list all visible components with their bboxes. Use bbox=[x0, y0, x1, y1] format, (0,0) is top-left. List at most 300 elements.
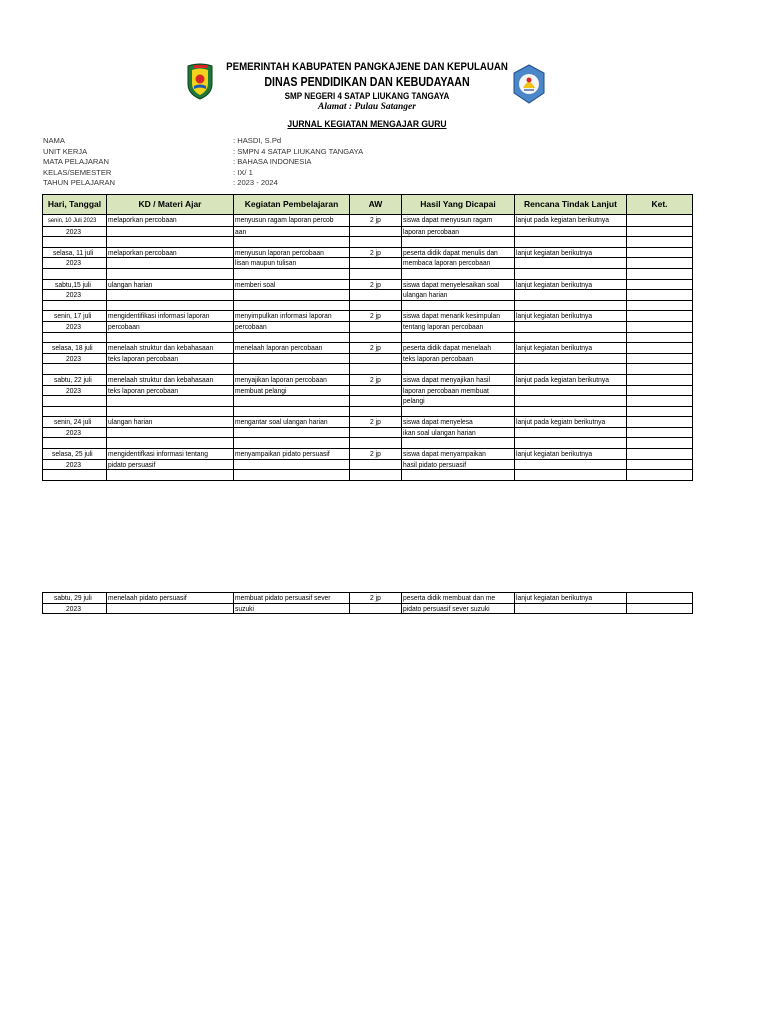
table-cell bbox=[107, 332, 234, 343]
cell-text: teks laporan percobaan bbox=[108, 385, 179, 395]
table-cell bbox=[627, 226, 693, 237]
cell-text: pidato persuasif sever suzuki bbox=[403, 603, 490, 613]
cell-text: mengidentifkasi informasi tentang bbox=[108, 449, 209, 459]
table-cell bbox=[515, 449, 627, 460]
cell-text: menyajikan laporan percobaan bbox=[235, 374, 327, 384]
cell-text: siswa dapat menyajikan hasil bbox=[403, 374, 490, 384]
cell-text: ulangan harian bbox=[403, 290, 448, 300]
info-value: : IX/ 1 bbox=[233, 167, 253, 177]
cell-text: 2 jp bbox=[369, 343, 381, 353]
table-cell bbox=[43, 343, 107, 354]
cell-text: membaca laporan percobaan bbox=[403, 258, 491, 268]
table-cell bbox=[107, 226, 234, 237]
table-cell bbox=[402, 290, 515, 301]
table-cell bbox=[43, 593, 107, 604]
table-cell bbox=[350, 459, 402, 470]
info-row bbox=[43, 136, 543, 147]
table-cell bbox=[107, 438, 234, 449]
table-cell bbox=[234, 417, 350, 428]
table-cell bbox=[43, 311, 107, 322]
cell-text: lanjut pada kegiatn berikutnya bbox=[516, 417, 606, 427]
table-cell bbox=[402, 237, 515, 248]
table-cell bbox=[627, 396, 693, 407]
journal-table-continued bbox=[42, 592, 693, 614]
table-cell bbox=[402, 593, 515, 604]
cell-text: ikan soal ulangan harian bbox=[403, 427, 476, 437]
journal-table bbox=[42, 194, 693, 481]
document-title: JURNAL KEGIATAN MENGAJAR GURU bbox=[287, 119, 447, 130]
table-row bbox=[43, 247, 693, 258]
table-cell bbox=[107, 417, 234, 428]
table-cell bbox=[627, 343, 693, 354]
table-cell bbox=[402, 385, 515, 396]
column-header: Kegiatan Pembelajaran bbox=[234, 195, 350, 215]
cell-text: sabtu,15 juli bbox=[55, 279, 91, 289]
cell-text: lanjut kegiatan berikutnya bbox=[516, 311, 593, 321]
cell-text: tentang laporan percobaan bbox=[403, 321, 484, 331]
table-cell bbox=[107, 237, 234, 248]
table-cell bbox=[350, 300, 402, 311]
table-cell bbox=[350, 470, 402, 481]
table-cell bbox=[234, 459, 350, 470]
table-cell bbox=[107, 321, 234, 332]
table-cell bbox=[43, 353, 107, 364]
table-cell bbox=[402, 438, 515, 449]
table-cell bbox=[234, 470, 350, 481]
table-cell bbox=[627, 374, 693, 385]
table-cell bbox=[402, 226, 515, 237]
table-cell bbox=[515, 332, 627, 343]
cell-text: menelaah struktur dan kebahasaan bbox=[108, 343, 214, 353]
table-row bbox=[43, 268, 693, 279]
header-school: SMP NEGERI 4 SATAP LIUKANG TANGAYA bbox=[284, 91, 450, 102]
teacher-info bbox=[43, 136, 543, 189]
table-row bbox=[43, 279, 693, 290]
table-cell bbox=[234, 374, 350, 385]
table-cell bbox=[107, 247, 234, 258]
table-cell bbox=[515, 374, 627, 385]
cell-text: sabtu, 29 juli bbox=[54, 593, 92, 602]
table-cell bbox=[234, 226, 350, 237]
table-cell bbox=[107, 268, 234, 279]
table-cell bbox=[43, 332, 107, 343]
table-cell bbox=[627, 258, 693, 269]
column-header: Hari, Tanggal bbox=[43, 195, 107, 215]
cell-text: 2 jp bbox=[369, 247, 381, 257]
table-cell bbox=[627, 459, 693, 470]
table-row bbox=[43, 290, 693, 301]
table-row bbox=[43, 417, 693, 428]
table-cell bbox=[627, 364, 693, 375]
table-cell bbox=[515, 215, 627, 227]
cell-text: 2023 bbox=[66, 427, 82, 437]
cell-text: 2 jp bbox=[369, 449, 381, 459]
table-cell bbox=[515, 593, 627, 604]
info-row bbox=[43, 168, 543, 179]
table-cell bbox=[402, 449, 515, 460]
info-row bbox=[43, 178, 543, 189]
table-cell bbox=[234, 593, 350, 604]
cell-text: membuat pidato persuasif sever bbox=[235, 593, 331, 602]
table-row bbox=[43, 258, 693, 269]
cell-text: 2 jp bbox=[369, 374, 381, 384]
table-cell bbox=[627, 290, 693, 301]
table-cell bbox=[234, 247, 350, 258]
table-cell bbox=[350, 343, 402, 354]
cell-text: selasa, 25 juli bbox=[52, 449, 94, 459]
info-value: : BAHASA INDONESIA bbox=[233, 157, 312, 166]
table-cell bbox=[107, 374, 234, 385]
cell-text: percobaan bbox=[235, 321, 267, 331]
table-cell bbox=[234, 449, 350, 460]
table-cell bbox=[350, 427, 402, 438]
cell-text: lanjut pada kegiatan berikutnya bbox=[516, 215, 609, 224]
cell-text: siswa dapat menyampaikan bbox=[403, 449, 486, 459]
table-cell bbox=[234, 603, 350, 614]
table-cell bbox=[350, 449, 402, 460]
table-cell bbox=[515, 300, 627, 311]
table-row bbox=[43, 237, 693, 248]
cell-text: peserta didik membuat dan me bbox=[403, 593, 496, 602]
info-value: : HASDI, S.Pd bbox=[233, 136, 282, 145]
table-cell bbox=[627, 321, 693, 332]
table-cell bbox=[107, 215, 234, 227]
table-cell bbox=[515, 385, 627, 396]
table-cell bbox=[402, 417, 515, 428]
table-cell bbox=[515, 459, 627, 470]
cell-text: siswa dapat menyelesa bbox=[403, 417, 473, 427]
table-cell bbox=[350, 311, 402, 322]
table-row bbox=[43, 321, 693, 332]
table-cell bbox=[43, 321, 107, 332]
table-cell bbox=[515, 417, 627, 428]
cell-text: memberi soal bbox=[235, 279, 276, 289]
table-cell bbox=[350, 593, 402, 604]
table-cell bbox=[350, 438, 402, 449]
table-cell bbox=[43, 300, 107, 311]
cell-text: laporan percobaan bbox=[403, 226, 459, 236]
cell-text: teks laporan percobaan bbox=[108, 353, 179, 363]
cell-text: siswa dapat menarik kesimpulan bbox=[403, 311, 501, 321]
info-row bbox=[43, 157, 543, 168]
cell-text: lanjut kegiatan berikutnya bbox=[516, 593, 593, 602]
table-row bbox=[43, 396, 693, 407]
table-cell bbox=[107, 470, 234, 481]
table-row bbox=[43, 438, 693, 449]
table-row bbox=[43, 332, 693, 343]
column-header: Ket. bbox=[627, 195, 693, 215]
table-cell bbox=[43, 438, 107, 449]
column-header: AW bbox=[350, 195, 402, 215]
table-cell bbox=[107, 593, 234, 604]
table-cell bbox=[43, 364, 107, 375]
table-cell bbox=[350, 268, 402, 279]
table-cell bbox=[627, 385, 693, 396]
table-cell bbox=[627, 470, 693, 481]
cell-text: menelaah laporan percobaan bbox=[235, 343, 323, 353]
table-cell bbox=[515, 603, 627, 614]
table-cell bbox=[350, 226, 402, 237]
cell-text: melaporkan percobaan bbox=[108, 247, 177, 257]
table-cell bbox=[350, 290, 402, 301]
table-cell bbox=[402, 364, 515, 375]
table-cell bbox=[402, 268, 515, 279]
table-cell bbox=[350, 374, 402, 385]
table-row bbox=[43, 427, 693, 438]
table-cell bbox=[43, 247, 107, 258]
cell-text: pidato persuasif bbox=[108, 459, 156, 469]
cell-text: sabtu, 22 juli bbox=[54, 374, 92, 384]
cell-text: senin, 17 juli bbox=[54, 311, 92, 321]
cell-text: pelangi bbox=[403, 396, 425, 406]
table-cell bbox=[234, 279, 350, 290]
table-cell bbox=[234, 332, 350, 343]
cell-text: menyampaikan pidato persuasif bbox=[235, 449, 330, 459]
cell-text: mengidentifikasi informasi laporan bbox=[108, 311, 210, 321]
info-value: : SMPN 4 SATAP LIUKANG TANGAYA bbox=[233, 146, 364, 156]
table-cell bbox=[402, 427, 515, 438]
table-cell bbox=[350, 247, 402, 258]
table-cell bbox=[515, 353, 627, 364]
header-department: DINAS PENDIDIKAN DAN KEBUDAYAAN bbox=[264, 74, 470, 89]
table-cell bbox=[627, 603, 693, 614]
table-cell bbox=[350, 603, 402, 614]
table-cell bbox=[627, 417, 693, 428]
table-cell bbox=[107, 279, 234, 290]
table-cell bbox=[107, 427, 234, 438]
table-cell bbox=[402, 321, 515, 332]
table-cell bbox=[515, 438, 627, 449]
header-address: Alamat : Pulau Satanger bbox=[318, 102, 416, 112]
table-cell bbox=[107, 311, 234, 322]
table-row bbox=[43, 311, 693, 322]
table-cell bbox=[234, 258, 350, 269]
table-cell bbox=[107, 258, 234, 269]
table-cell bbox=[107, 603, 234, 614]
cell-text: 2 jp bbox=[369, 311, 381, 321]
table-cell bbox=[627, 427, 693, 438]
table-cell bbox=[43, 290, 107, 301]
table-row bbox=[43, 215, 693, 227]
table-row bbox=[43, 300, 693, 311]
table-cell bbox=[402, 353, 515, 364]
table-cell bbox=[43, 237, 107, 248]
cell-text: menyusun ragam laporan percob bbox=[235, 215, 334, 224]
table-cell bbox=[107, 385, 234, 396]
table-cell bbox=[107, 396, 234, 407]
table-cell bbox=[515, 237, 627, 248]
cell-text: senin, 10 Juli 2023 bbox=[48, 217, 97, 224]
table-cell bbox=[515, 268, 627, 279]
cell-text: menelaah struktur dan kebahasaan bbox=[108, 374, 214, 384]
table-row bbox=[43, 364, 693, 375]
table-cell bbox=[234, 438, 350, 449]
table-cell bbox=[515, 396, 627, 407]
table-row bbox=[43, 603, 693, 614]
table-cell bbox=[43, 470, 107, 481]
table-cell bbox=[627, 332, 693, 343]
cell-text: 2023 bbox=[66, 226, 82, 236]
table-cell bbox=[350, 353, 402, 364]
cell-text: siswa dapat menyelesaikan soal bbox=[403, 279, 500, 289]
table-cell bbox=[402, 247, 515, 258]
table-cell bbox=[43, 385, 107, 396]
table-cell bbox=[402, 279, 515, 290]
table-row bbox=[43, 226, 693, 237]
table-cell bbox=[43, 449, 107, 460]
table-cell bbox=[43, 258, 107, 269]
table-cell bbox=[350, 396, 402, 407]
cell-text: 2023 bbox=[66, 459, 82, 469]
table-cell bbox=[350, 321, 402, 332]
table-cell bbox=[234, 321, 350, 332]
table-cell bbox=[107, 343, 234, 354]
table-cell bbox=[234, 427, 350, 438]
cell-text: lisan maupun tulisan bbox=[235, 258, 297, 268]
table-cell bbox=[350, 215, 402, 227]
cell-text: lanjut kegiatan berikutnya bbox=[516, 247, 593, 257]
table-cell bbox=[234, 237, 350, 248]
table-cell bbox=[107, 353, 234, 364]
table-row bbox=[43, 470, 693, 481]
table-cell bbox=[402, 406, 515, 417]
table-cell bbox=[627, 353, 693, 364]
cell-text: 2023 bbox=[66, 385, 82, 395]
table-row bbox=[43, 343, 693, 354]
cell-text: 2 jp bbox=[369, 279, 381, 289]
cell-text: 2023 bbox=[66, 603, 82, 613]
table-cell bbox=[43, 417, 107, 428]
table-cell bbox=[234, 300, 350, 311]
table-cell bbox=[402, 470, 515, 481]
table-cell bbox=[234, 268, 350, 279]
cell-text: lanjut kegiatan berikutnya bbox=[516, 279, 593, 289]
cell-text: 2 jp bbox=[369, 417, 381, 427]
table-cell bbox=[515, 343, 627, 354]
table-cell bbox=[627, 593, 693, 604]
cell-text: hasil pidato persuasif bbox=[403, 459, 467, 469]
table-cell bbox=[234, 385, 350, 396]
table-cell bbox=[402, 300, 515, 311]
table-cell bbox=[627, 279, 693, 290]
info-label: UNIT KERJA bbox=[43, 146, 88, 156]
table-cell bbox=[515, 321, 627, 332]
table-cell bbox=[402, 258, 515, 269]
table-cell bbox=[234, 311, 350, 322]
table-cell bbox=[350, 406, 402, 417]
table-cell bbox=[107, 449, 234, 460]
table-cell bbox=[350, 258, 402, 269]
table-cell bbox=[402, 396, 515, 407]
table-cell bbox=[402, 215, 515, 227]
table-cell bbox=[627, 311, 693, 322]
table-cell bbox=[402, 459, 515, 470]
cell-text: mengantar soal ulangan harian bbox=[235, 417, 328, 427]
table-row bbox=[43, 353, 693, 364]
cell-text: 2 jp bbox=[369, 215, 381, 224]
table-cell bbox=[43, 459, 107, 470]
cell-text: menyimpulkan informasi laporan bbox=[235, 311, 332, 321]
table-row bbox=[43, 385, 693, 396]
table-cell bbox=[234, 353, 350, 364]
journal-header-row bbox=[43, 195, 693, 215]
info-label: TAHUN PELAJARAN bbox=[43, 178, 116, 187]
table-cell bbox=[402, 311, 515, 322]
table-cell bbox=[402, 343, 515, 354]
cell-text: laporan percobaan membuat bbox=[403, 385, 489, 395]
table-cell bbox=[234, 290, 350, 301]
cell-text: menelaah pidato persuasif bbox=[108, 593, 187, 602]
table-cell bbox=[234, 406, 350, 417]
table-cell bbox=[107, 300, 234, 311]
table-cell bbox=[627, 438, 693, 449]
table-cell bbox=[107, 459, 234, 470]
cell-text: senin, 24 juli bbox=[54, 417, 92, 427]
cell-text: lanjut pada kegiatan berikutnya bbox=[516, 374, 609, 384]
table-cell bbox=[627, 449, 693, 460]
table-cell bbox=[350, 332, 402, 343]
cell-text: selasa, 11 juli bbox=[52, 247, 93, 257]
cell-text: teks laporan percobaan bbox=[403, 353, 474, 363]
cell-text: lanjut kegiatan berikutnya bbox=[516, 343, 593, 353]
table-cell bbox=[43, 427, 107, 438]
table-cell bbox=[234, 396, 350, 407]
table-cell bbox=[515, 258, 627, 269]
cell-text: menyusun laporan percobaan bbox=[235, 247, 324, 257]
info-row bbox=[43, 147, 543, 158]
cell-text: lanjut kegiatan berikutnya bbox=[516, 449, 593, 459]
table-cell bbox=[402, 332, 515, 343]
table-cell bbox=[627, 268, 693, 279]
cell-text: aan bbox=[235, 226, 247, 236]
info-label: KELAS/SEMESTER bbox=[43, 167, 112, 177]
table-cell bbox=[515, 311, 627, 322]
table-cell bbox=[43, 396, 107, 407]
table-cell bbox=[43, 226, 107, 237]
column-header: Hasil Yang Dicapai bbox=[402, 195, 515, 215]
table-cell bbox=[107, 290, 234, 301]
cell-text: 2023 bbox=[66, 353, 82, 363]
cell-text: peserta didik dapat menelaah bbox=[403, 343, 492, 353]
table-cell bbox=[515, 427, 627, 438]
cell-text: percobaan bbox=[108, 321, 140, 331]
table-cell bbox=[627, 215, 693, 227]
cell-text: 2 jp bbox=[369, 593, 381, 602]
table-cell bbox=[350, 364, 402, 375]
cell-text: siswa dapat menyusun ragam bbox=[403, 215, 493, 224]
table-row bbox=[43, 459, 693, 470]
table-cell bbox=[627, 406, 693, 417]
table-row bbox=[43, 449, 693, 460]
table-cell bbox=[43, 406, 107, 417]
cell-text: suzuki bbox=[235, 603, 255, 613]
cell-text: selasa, 18 juli bbox=[52, 343, 94, 353]
table-cell bbox=[43, 603, 107, 614]
table-cell bbox=[350, 237, 402, 248]
table-cell bbox=[107, 406, 234, 417]
table-cell bbox=[107, 364, 234, 375]
table-cell bbox=[627, 247, 693, 258]
info-value: : 2023 - 2024 bbox=[233, 178, 278, 187]
table-cell bbox=[627, 237, 693, 248]
table-cell bbox=[350, 279, 402, 290]
table-row bbox=[43, 374, 693, 385]
table-cell bbox=[515, 279, 627, 290]
table-cell bbox=[350, 417, 402, 428]
table-cell bbox=[402, 374, 515, 385]
info-label: MATA PELAJARAN bbox=[43, 157, 109, 166]
table-cell bbox=[515, 290, 627, 301]
